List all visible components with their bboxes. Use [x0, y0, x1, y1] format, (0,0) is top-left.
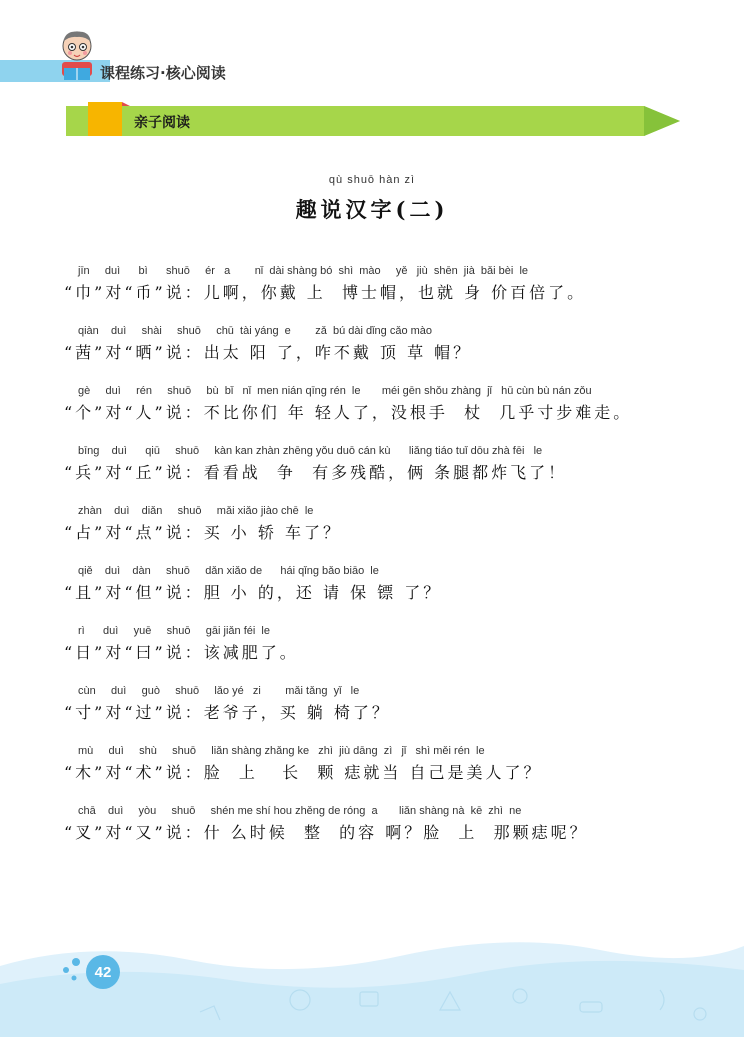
pinyin-line: jīn duì bì shuō ér a nǐ dài shàng bó shì mào yě jiù shēn jià bǎi bèi le: [78, 265, 529, 277]
pinyin-line: bīng duì qiū shuō kàn kan zhàn zhēng yǒu duō cán kù liǎng tiáo tuǐ dōu zhà fēi le: [78, 445, 543, 457]
pinyin-line: zhàn duì diǎn shuō mǎi xiǎo jiào chē le: [78, 505, 314, 517]
text-line: [64, 802, 704, 846]
text-line: [64, 262, 704, 306]
text-line: [64, 622, 704, 666]
pinyin-line: rì duì yuē shuō gāi jiǎn féi le: [78, 625, 270, 637]
text-line: [64, 382, 704, 426]
text-line: [64, 742, 704, 786]
title-pinyin: qù shuō hàn zì: [328, 174, 416, 186]
hanzi-line: “兵”对“丘”说：看看战 争 有多残酷，俩 条腿都炸飞了！: [64, 463, 568, 482]
text-line: [64, 682, 704, 726]
text-line: [64, 322, 704, 366]
hanzi-line: “木”对“术”说：脸 上 长 颗 痣就当 自己是美人了？: [64, 763, 543, 782]
hanzi-line: “占”对“点”说：买 小 轿 车了？: [64, 523, 342, 542]
section-label: 亲子阅读: [134, 115, 190, 131]
text-line: [64, 442, 704, 486]
text-line: [64, 502, 704, 546]
hanzi-line: “个”对“人”说：不比你们 年 轻人了，没根手 杖 几乎寸步难走。: [64, 403, 633, 422]
page-title: 趣说汉字(二): [295, 197, 449, 222]
header-title: 课程练习·核心阅读: [100, 64, 226, 82]
pinyin-line: qiě duì dàn shuō dǎn xiǎo de hái qǐng bǎo biāo le: [78, 565, 379, 577]
hanzi-line: “且”对“但”说：胆 小 的，还 请 保 镖 了？: [64, 583, 443, 602]
hanzi-line: “寸”对“过”说：老爷子，买 躺 椅了？: [64, 703, 391, 722]
pinyin-line: chā duì yòu shuō shén me shí hou zhěng de róng a liǎn shàng nà kē zhì ne: [78, 805, 522, 817]
hanzi-line: “叉”对“又”说：什 么时候 整 的容 啊？脸 上 那颗痣呢？: [64, 823, 589, 842]
pinyin-line: qiàn duì shài shuō chū tài yáng e zǎ bú dài dǐng cǎo mào: [78, 325, 433, 337]
mascot-reading-icon: [52, 28, 102, 84]
hanzi-line: “日”对“曰”说：该减肥了。: [64, 643, 299, 662]
pinyin-line: cùn duì guò shuō lǎo yé zi mǎi tǎng yǐ le: [78, 685, 360, 697]
pinyin-line: gè duì rén shuō bù bǐ nǐ men nián qīng rén le méi gēn shǒu zhàng jǐ hū cùn bù nán zǒu: [78, 385, 592, 397]
text-line: [64, 562, 704, 606]
hanzi-line: “茜”对“晒”说：出太 阳 了，咋不戴 顶 草 帽？: [64, 343, 473, 362]
page-number: 42: [94, 964, 112, 981]
hanzi-line: “巾”对“币”说：儿啊，你戴 上 博士帽，也就 身 价百倍了。: [64, 283, 587, 302]
pinyin-line: mù duì shù shuō liǎn shàng zhǎng ke zhì jiù dāng zì jǐ shì měi rén le: [78, 745, 485, 757]
